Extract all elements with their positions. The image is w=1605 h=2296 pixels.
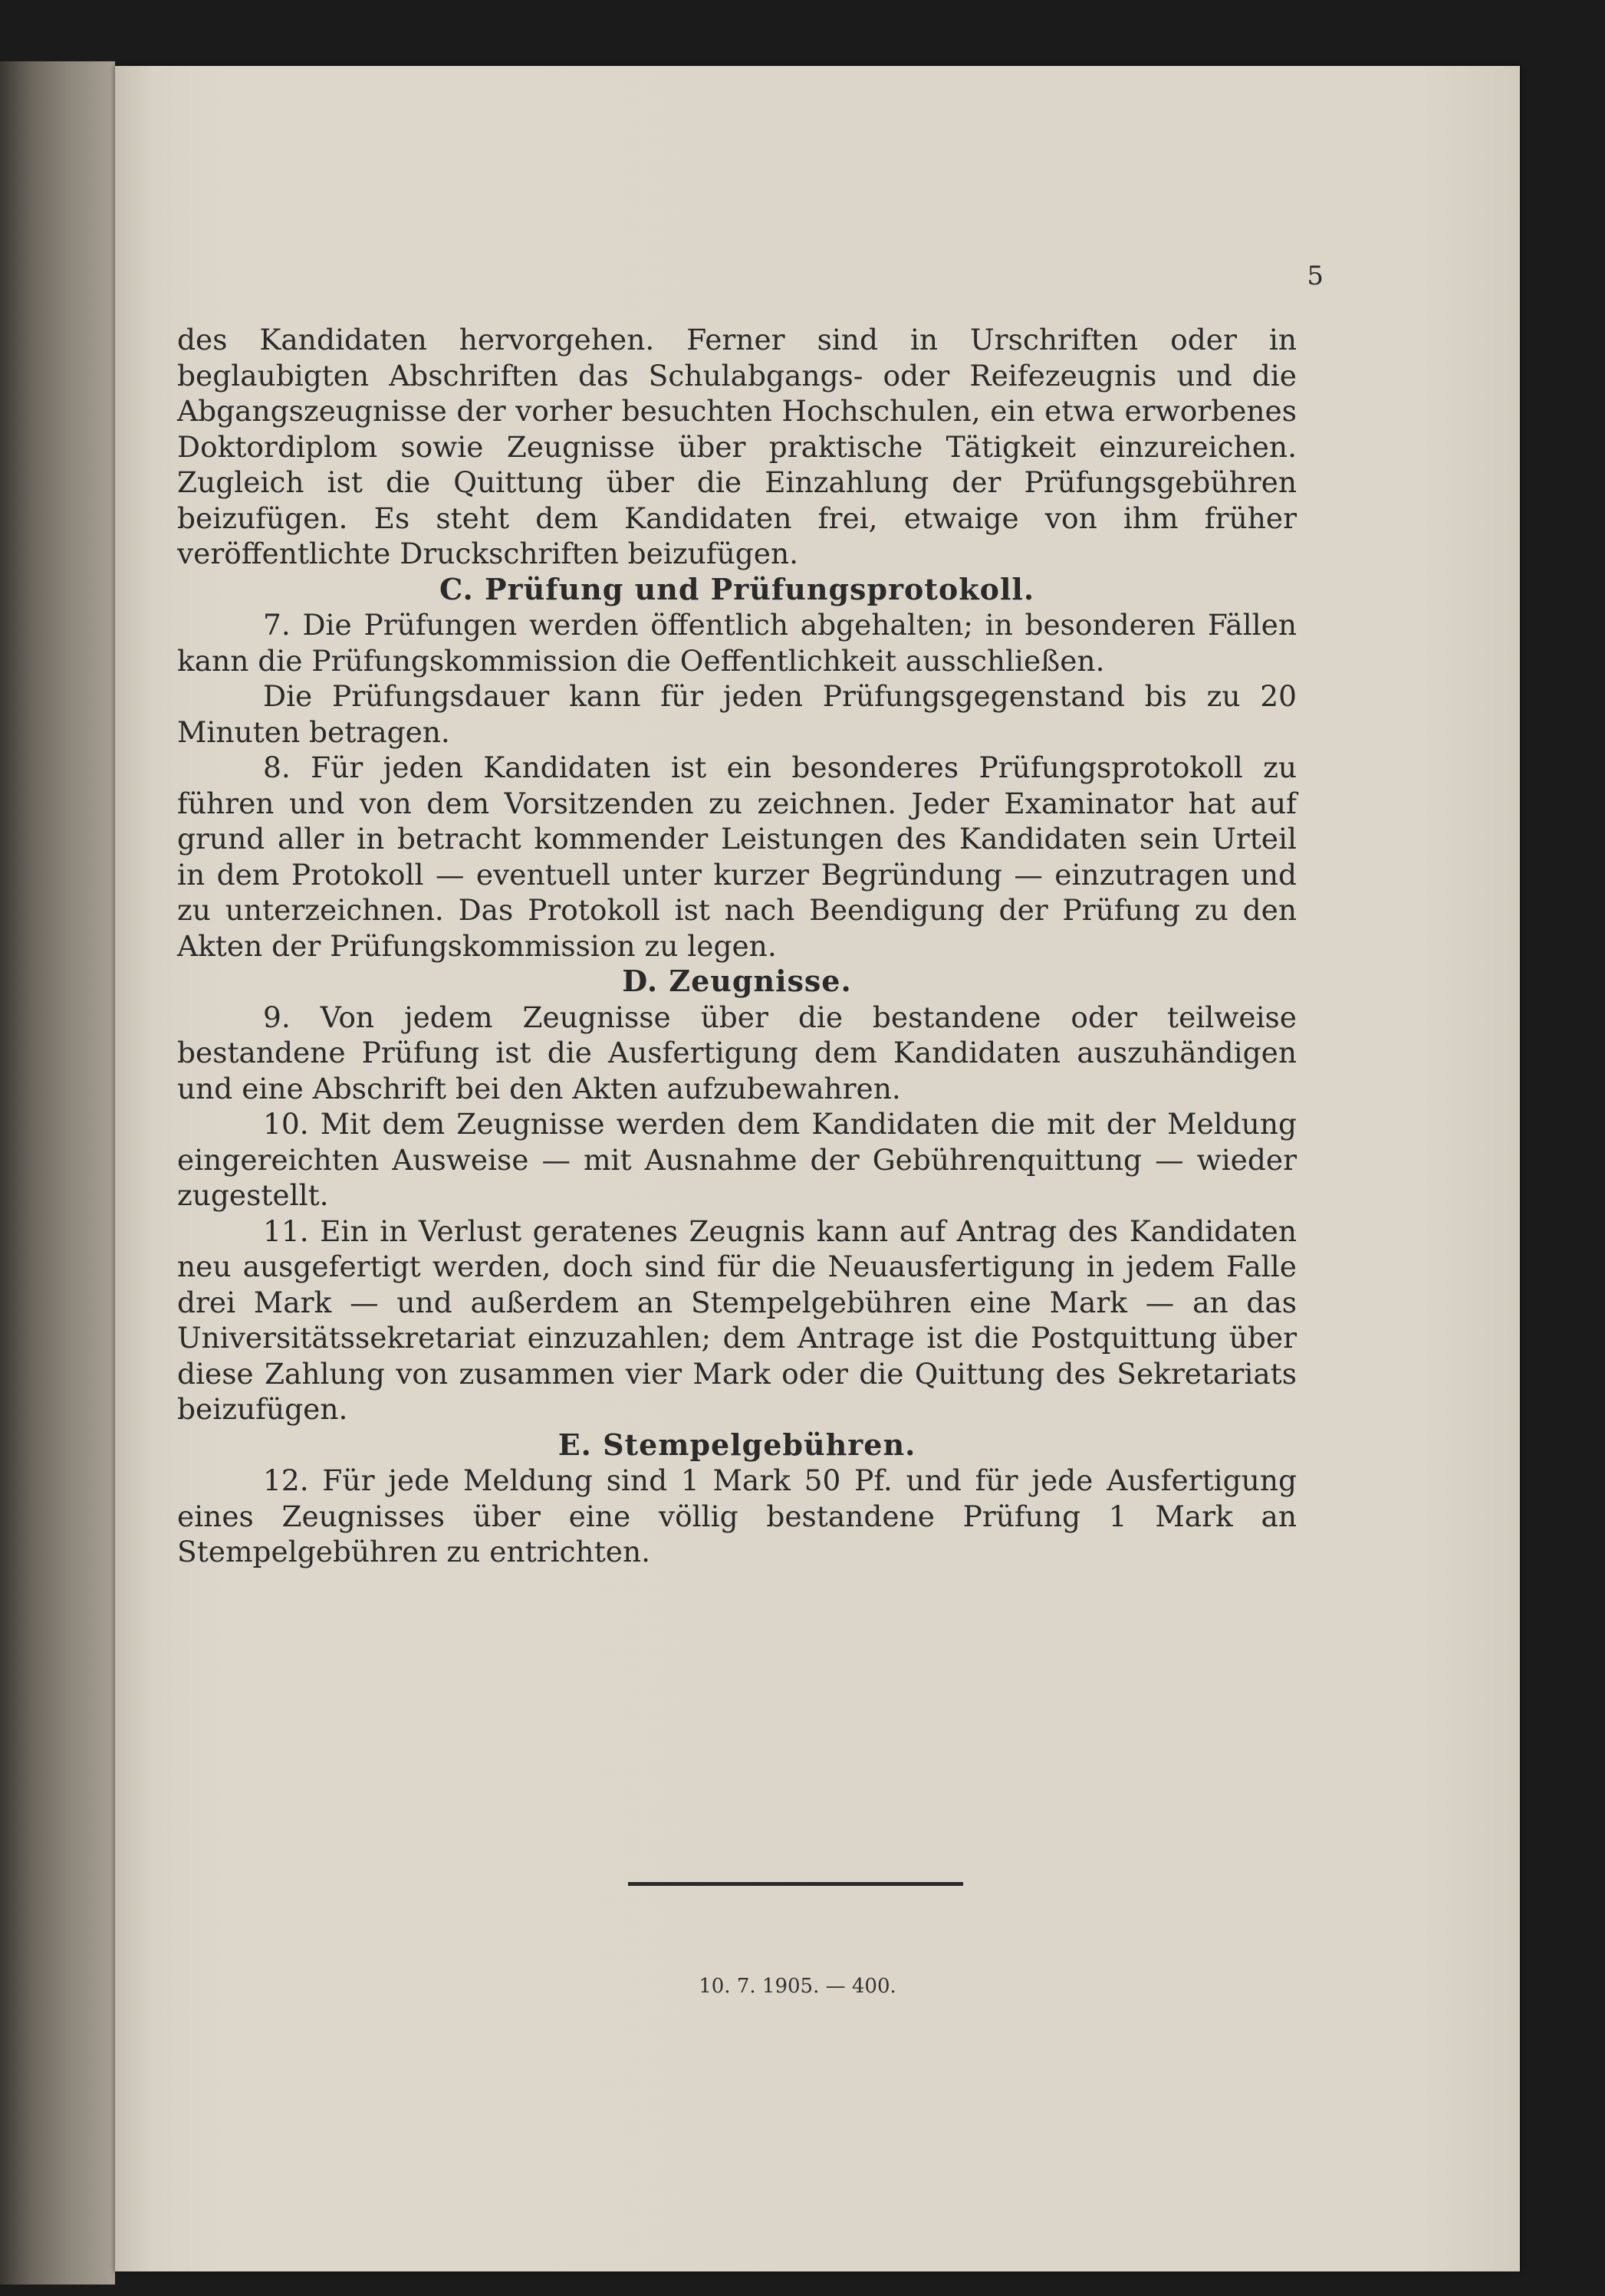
print-footer: 10. 7. 1905. — 400.	[699, 1975, 896, 1998]
end-rule	[628, 1882, 963, 1886]
page-number: 5	[1307, 261, 1324, 291]
paragraph-10: 10. Mit dem Zeugnisse werden dem Kandidaten die mit der Meldung eingereichten Ausweise — mit Ausnahme der Gebührenquittung — wieder zugestellt.	[177, 1107, 1297, 1212]
paragraph-12: 12. Für jede Meldung sind 1 Mark 50 Pf. und für jede Ausfertigung eines Zeugnisses über eine völlig bestandene Prüfung 1 Mark an Stempelgebühren zu entrichten.	[177, 1463, 1297, 1568]
section-e-heading: E. Stempelgebühren.	[557, 1427, 916, 1462]
section-c-heading: C. Prüfung und Prüfungsprotokoll.	[439, 571, 1035, 606]
paragraph-8: 8. Für jeden Kandidaten ist ein besonderes Prüfungsprotokoll zu führen und von dem Vorsitzenden zu zeichnen. Jeder Examinator hat auf grund aller in betracht kommender Leistungen des Kandidaten sein Urteil in dem Protokoll — eventuell unter kurzer Begründung — einzutragen und zu unterzeichnen. Das Protokoll ist nach Beendigung der Prüfung zu den Akten der Prüfungskommission zu legen.	[177, 751, 1297, 963]
paragraph-9: 9. Von jedem Zeugnisse über die bestandene oder teilweise bestandene Prüfung ist die Ausfertigung dem Kandidaten auszuhändigen und eine Abschrift bei den Akten aufzubewahren.	[177, 1000, 1297, 1105]
intro-paragraph: des Kandidaten hervorgehen. Ferner sind in Urschriften oder in beglaubigten Abschriften das Schulabgangs- oder Reifezeugnis und die Abgangszeugnisse der vorher besuchten Hochschulen, ein etwa erworbenes Doktordiplom sowie Zeugnisse über praktische Tätigkeit einzureichen. Zugleich ist die Quittung über die Einzahlung der Prüfungsgebühren beizufügen. Es steht dem Kandidaten frei, etwaige von ihm früher veröffentlichte Druckschriften beizufügen.	[177, 323, 1297, 570]
section-d-heading: D. Zeugnisse.	[622, 964, 852, 998]
book-spine-edge	[0, 61, 115, 2285]
paragraph-7b: Die Prüfungsdauer kann für jeden Prüfungsgegenstand bis zu 20 Minuten betragen.	[177, 679, 1297, 749]
page-body	[177, 322, 1297, 1570]
paragraph-7a: 7. Die Prüfungen werden öffentlich abgehalten; in besonderen Fällen kann die Prüfungskommission die Oeffentlichkeit ausschließen.	[177, 608, 1297, 678]
paragraph-11: 11. Ein in Verlust geratenes Zeugnis kann auf Antrag des Kandidaten neu ausgefertigt werden, doch sind für die Neuausfertigung in jedem Falle drei Mark — und außerdem an Stempelgebühren eine Mark — an das Universitätssekretariat einzuzahlen; dem Antrage ist die Postquittung über diese Zahlung von zusammen vier Mark oder die Quittung des Sekretariats beizufügen.	[177, 1214, 1297, 1426]
